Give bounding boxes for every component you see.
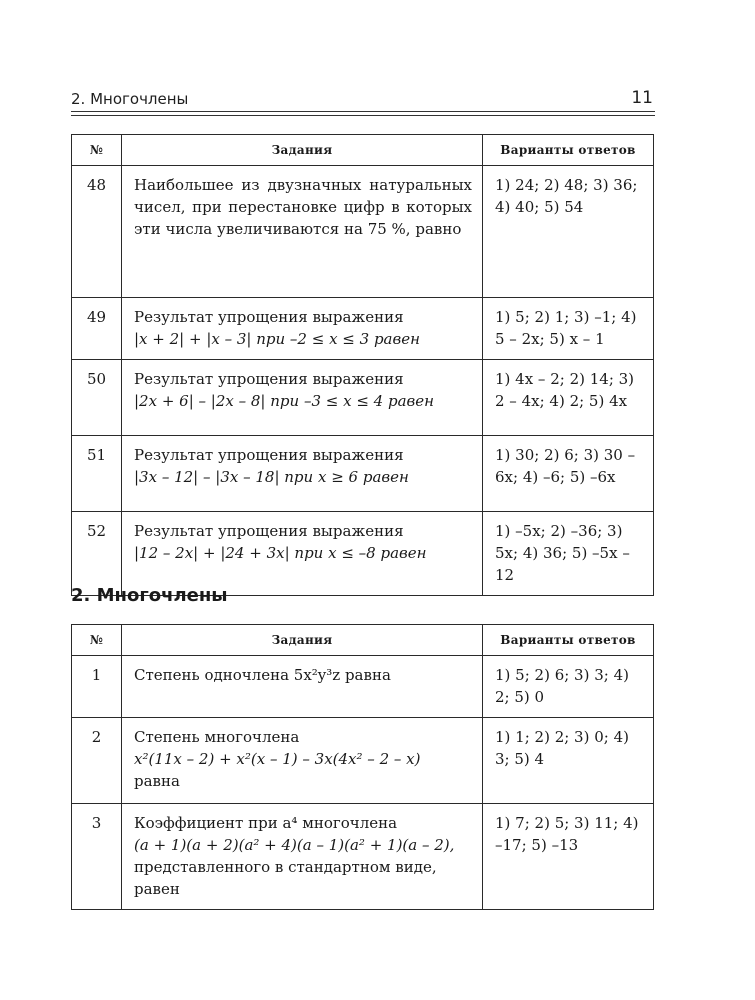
answer-options: 1) –5x; 2) –36; 3) 5x; 4) 36; 5) –5x – 12: [483, 512, 654, 596]
task-text-line: Степень многочлена: [134, 728, 300, 746]
task-text-line: равна: [134, 772, 180, 790]
task-number: 49: [72, 298, 122, 360]
column-header-task: Задания: [122, 135, 483, 166]
header-rule-thin: [71, 115, 655, 116]
running-head-section: 2. Многочлены: [71, 90, 189, 108]
tasks-table-2: [71, 624, 654, 910]
task-number: 50: [72, 360, 122, 436]
tasks-table-1: [71, 134, 654, 596]
task-text: [122, 804, 483, 910]
task-text-line: Результат упрощения выражения: [134, 308, 404, 326]
table-row: [72, 718, 654, 804]
table-header-row: [72, 135, 654, 166]
header-rule-thick: [71, 111, 655, 112]
task-expression: (a + 1)(a + 2)(a² + 4)(a – 1)(a² + 1)(a – 2),: [134, 836, 455, 854]
task-number: 3: [72, 804, 122, 910]
task-text: [122, 718, 483, 804]
answer-options: 1) 5; 2) 6; 3) 3; 4) 2; 5) 0: [483, 656, 654, 718]
answer-options: 1) 5; 2) 1; 3) –1; 4) 5 – 2x; 5) x – 1: [483, 298, 654, 360]
table-header-row: [72, 625, 654, 656]
task-number: 52: [72, 512, 122, 596]
task-number: 2: [72, 718, 122, 804]
task-number: 48: [72, 166, 122, 298]
task-expression: |12 – 2x| + |24 + 3x| при x ≤ –8 равен: [134, 544, 427, 562]
task-expression: |2x + 6| – |2x – 8| при –3 ≤ x ≤ 4 равен: [134, 392, 434, 410]
task-text-line: представленного в стандартном виде, равен: [134, 858, 437, 898]
running-head: [71, 88, 655, 112]
answer-options: 1) 4x – 2; 2) 14; 3) 2 – 4x; 4) 2; 5) 4x: [483, 360, 654, 436]
answer-options: 1) 24; 2) 48; 3) 36; 4) 40; 5) 54: [483, 166, 654, 298]
table-row: [72, 656, 654, 718]
page-number: 11: [631, 88, 653, 108]
section-heading: 2. Многочлены: [71, 585, 228, 606]
task-expression: |3x – 12| – |3x – 18| при x ≥ 6 равен: [134, 468, 409, 486]
column-header-answers: Варианты ответов: [483, 135, 654, 166]
task-number: 1: [72, 656, 122, 718]
answer-options: 1) 30; 2) 6; 3) 30 – 6x; 4) –6; 5) –6x: [483, 436, 654, 512]
table-row: [72, 436, 654, 512]
table-row: [72, 298, 654, 360]
answer-options: 1) 1; 2) 2; 3) 0; 4) 3; 5) 4: [483, 718, 654, 804]
table-row: [72, 512, 654, 596]
task-text: [122, 298, 483, 360]
task-text-line: Результат упрощения выражения: [134, 370, 404, 388]
task-text: [122, 360, 483, 436]
column-header-answers: Варианты ответов: [483, 625, 654, 656]
task-number: 51: [72, 436, 122, 512]
task-expression: x²(11x – 2) + x²(x – 1) – 3x(4x² – 2 – x): [134, 750, 421, 768]
task-text: [122, 512, 483, 596]
task-text-line: Коэффициент при a⁴ многочлена: [134, 814, 398, 832]
task-text: Наибольшее из двузначных натуральных чисел, при перестановке цифр в которых эти числа увеличиваются на 75 %, равно: [122, 166, 483, 298]
column-header-num: №: [72, 135, 122, 166]
task-text-line: Результат упрощения выражения: [134, 446, 404, 464]
task-text-line: Результат упрощения выражения: [134, 522, 404, 540]
column-header-task: Задания: [122, 625, 483, 656]
table-row: [72, 166, 654, 298]
table-row: [72, 804, 654, 910]
column-header-num: №: [72, 625, 122, 656]
task-text: [122, 436, 483, 512]
table-row: [72, 360, 654, 436]
task-expression: |x + 2| + |x – 3| при –2 ≤ x ≤ 3 равен: [134, 330, 420, 348]
task-text: Степень одночлена 5x²y³z равна: [122, 656, 483, 718]
answer-options: 1) 7; 2) 5; 3) 11; 4) –17; 5) –13: [483, 804, 654, 910]
